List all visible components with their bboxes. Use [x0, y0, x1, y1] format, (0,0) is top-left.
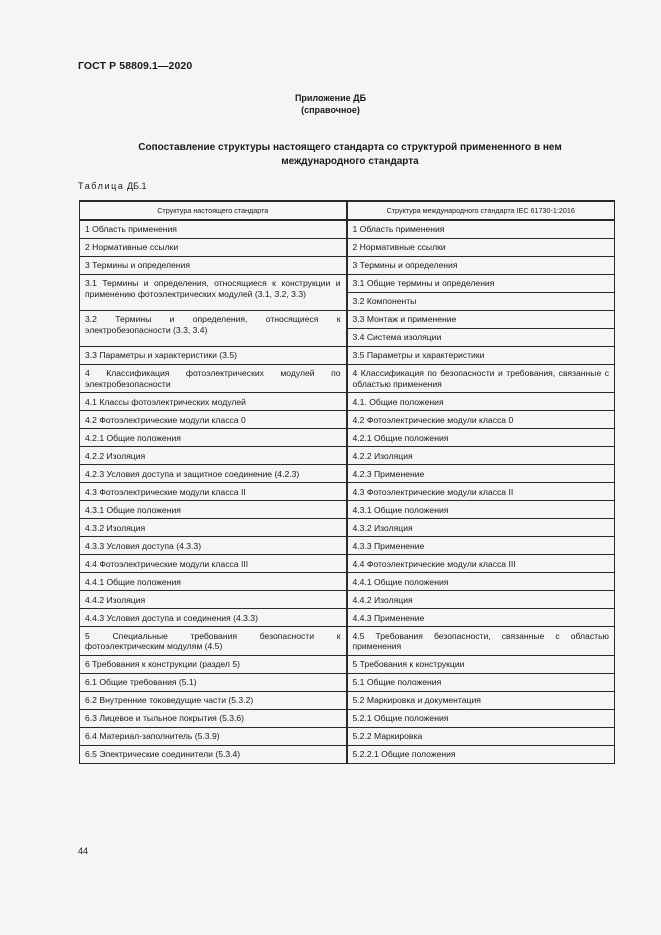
national-standard-cell: 3.3 Параметры и характеристики (3.5) — [80, 346, 347, 364]
table-row — [80, 627, 615, 656]
national-standard-cell: 4.2 Фотоэлектрические модули класса 0 — [80, 411, 347, 429]
table-row — [80, 655, 615, 673]
page-number: 44 — [78, 846, 89, 856]
table-row — [80, 310, 615, 328]
national-standard-cell: 4.2.3 Условия доступа и защитное соединение (4.2.3) — [80, 465, 347, 483]
table-row — [80, 673, 615, 691]
international-standard-cell: 4 Классификация по безопасности и требования, связанные с областью применения — [347, 364, 615, 393]
international-standard-cell: 1 Область применения — [347, 220, 615, 238]
international-standard-cell: 4.3 Фотоэлектрические модули класса II — [347, 483, 615, 501]
national-standard-cell: 3.2 Термины и определения, относящиеся к электробезопасности (3.3, 3.4) — [80, 310, 347, 346]
national-standard-cell: 3 Термины и определения — [80, 256, 347, 274]
national-standard-cell: 4 Классификация фотоэлектрических модулей по электробезопасности — [80, 364, 347, 393]
table-row — [80, 447, 615, 465]
table-row — [80, 727, 615, 745]
table-row — [80, 238, 615, 256]
table-row — [80, 745, 615, 763]
national-standard-cell: 6.1 Общие требования (5.1) — [80, 673, 347, 691]
international-standard-cell: 4.4.2 Изоляция — [347, 591, 615, 609]
table-header-row — [80, 201, 615, 220]
national-standard-cell: 2 Нормативные ссылки — [80, 238, 347, 256]
national-standard-cell: 6.5 Электрические соединители (5.3.4) — [80, 745, 347, 763]
table-row — [80, 220, 615, 238]
international-standard-cell: 4.2.1 Общие положения — [347, 429, 615, 447]
international-standard-cell: 5.1 Общие положения — [347, 673, 615, 691]
table-row — [80, 364, 615, 393]
national-standard-cell: 4.4.2 Изоляция — [80, 591, 347, 609]
table-row — [80, 501, 615, 519]
international-standard-cell: 4.3.1 Общие положения — [347, 501, 615, 519]
international-standard-cell: 3.2 Компоненты — [347, 292, 615, 310]
document-code: ГОСТ Р 58809.1—2020 — [78, 60, 193, 72]
table-row — [80, 555, 615, 573]
international-standard-cell: 3.5 Параметры и характеристики — [347, 346, 615, 364]
international-standard-cell: 4.3.3 Применение — [347, 537, 615, 555]
national-standard-cell: 4.2.2 Изоляция — [80, 447, 347, 465]
international-standard-cell: 4.3.2 Изоляция — [347, 519, 615, 537]
international-standard-cell: 2 Нормативные ссылки — [347, 238, 615, 256]
national-standard-cell: 4.1 Классы фотоэлектрических модулей — [80, 393, 347, 411]
national-standard-cell: 6 Требования к конструкции (раздел 5) — [80, 655, 347, 673]
table-row — [80, 483, 615, 501]
national-standard-cell: 4.3.3 Условия доступа (4.3.3) — [80, 537, 347, 555]
national-standard-cell: 4.4.1 Общие положения — [80, 573, 347, 591]
international-standard-cell: 5.2.2.1 Общие положения — [347, 745, 615, 763]
column-header-international: Структура международного стандарта IEC 61730-1:2016 — [347, 201, 615, 220]
international-standard-cell: 4.5 Требования безопасности, связанные с областью применения — [347, 627, 615, 656]
international-standard-cell: 3.3 Монтаж и применение — [347, 310, 615, 328]
table-row — [80, 519, 615, 537]
national-standard-cell: 6.3 Лицевое и тыльное покрытия (5.3.6) — [80, 709, 347, 727]
table-row — [80, 537, 615, 555]
table-row — [80, 609, 615, 627]
table-row — [80, 465, 615, 483]
national-standard-cell: 6.2 Внутренние токоведущие части (5.3.2) — [80, 691, 347, 709]
national-standard-cell: 5 Специальные требования безопасности к фотоэлектрическим модулям (4.5) — [80, 627, 347, 656]
table-caption-id: ДБ.1 — [127, 181, 147, 191]
international-standard-cell: 5.2.2 Маркировка — [347, 727, 615, 745]
section-heading-line-2: международного стандарта — [281, 155, 419, 167]
international-standard-cell: 4.2.3 Применение — [347, 465, 615, 483]
international-standard-cell: 4.2 Фотоэлектрические модули класса 0 — [347, 411, 615, 429]
international-standard-cell: 5.2.1 Общие положения — [347, 709, 615, 727]
appendix-title: Приложение ДБ — [294, 93, 367, 103]
national-standard-cell: 1 Область применения — [80, 220, 347, 238]
international-standard-cell: 3 Термины и определения — [347, 256, 615, 274]
national-standard-cell: 4.3 Фотоэлектрические модули класса II — [80, 483, 347, 501]
section-heading-line-1: Сопоставление структуры настоящего стандарта со структурой примененного в нем — [138, 142, 562, 153]
comparison-table — [79, 200, 615, 764]
international-standard-cell: 4.4.1 Общие положения — [347, 573, 615, 591]
column-header-national: Структура настоящего стандарта — [80, 201, 347, 220]
appendix-subtitle: (справочное) — [301, 105, 360, 115]
international-standard-cell: 5.2 Маркировка и документация — [347, 691, 615, 709]
national-standard-cell: 4.3.1 Общие положения — [80, 501, 347, 519]
national-standard-cell: 4.2.1 Общие положения — [80, 429, 347, 447]
table-row — [80, 411, 615, 429]
international-standard-cell: 3.1 Общие термины и определения — [347, 274, 615, 292]
national-standard-cell: 6.4 Материал-заполнитель (5.3.9) — [80, 727, 347, 745]
national-standard-cell: 4.4 Фотоэлектрические модули класса III — [80, 555, 347, 573]
international-standard-cell: 4.4.3 Применение — [347, 609, 615, 627]
table-row — [80, 709, 615, 727]
table-row — [80, 346, 615, 364]
international-standard-cell: 5 Требования к конструкции — [347, 655, 615, 673]
international-standard-cell: 4.2.2 Изоляция — [347, 447, 615, 465]
table-row — [80, 274, 615, 292]
table-row — [80, 429, 615, 447]
international-standard-cell: 4.4 Фотоэлектрические модули класса III — [347, 555, 615, 573]
table-row — [80, 256, 615, 274]
international-standard-cell: 4.1. Общие положения — [347, 393, 615, 411]
international-standard-cell: 3.4 Система изоляции — [347, 328, 615, 346]
table-caption-prefix: Таблица — [78, 181, 125, 191]
section-heading — [100, 141, 600, 168]
table-row — [80, 691, 615, 709]
table-row — [80, 393, 615, 411]
table-row — [80, 573, 615, 591]
table-caption — [78, 181, 147, 191]
national-standard-cell: 3.1 Термины и определения, относящиеся к конструкции и применению фотоэлектрических модулей (3.1, 3.2, 3.3) — [80, 274, 347, 310]
national-standard-cell: 4.3.2 Изоляция — [80, 519, 347, 537]
national-standard-cell: 4.4.3 Условия доступа и соединения (4.3.3) — [80, 609, 347, 627]
table-row — [80, 591, 615, 609]
